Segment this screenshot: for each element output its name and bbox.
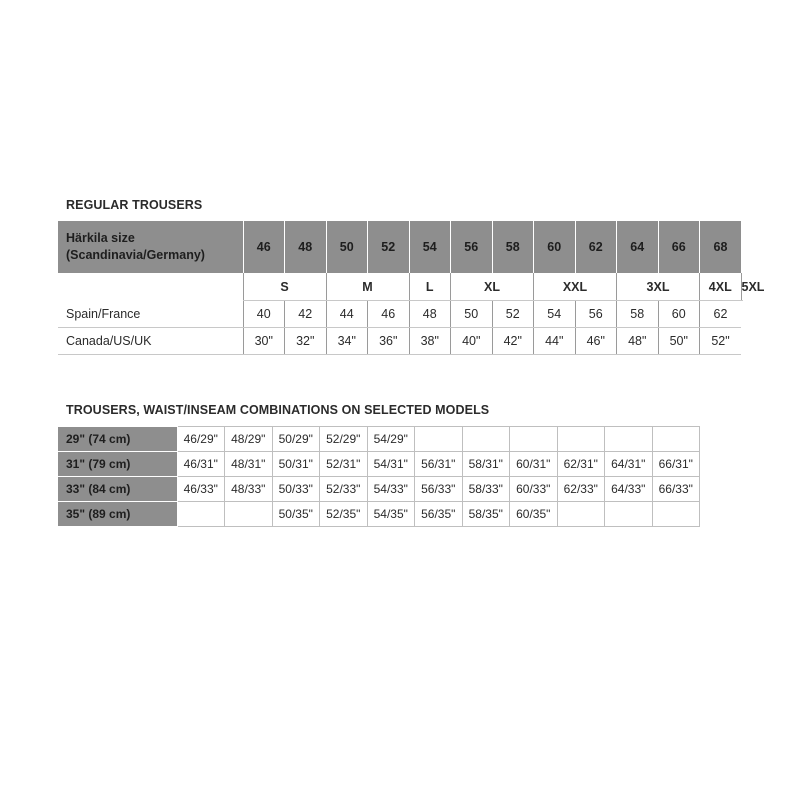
table-cell: 48" xyxy=(617,328,659,355)
table-cell: 34" xyxy=(326,328,368,355)
table-cell: 54/31" xyxy=(367,452,415,477)
table-cell: 48/29" xyxy=(225,427,273,452)
table-cell: 50 xyxy=(451,301,493,328)
letter-size-cell: XXL xyxy=(534,273,617,301)
size-header-cell: 68 xyxy=(700,221,742,273)
size-header-cell: 66 xyxy=(658,221,700,273)
table-cell: 60/35" xyxy=(510,502,558,527)
table-cell: 58 xyxy=(617,301,659,328)
table-cell xyxy=(510,427,558,452)
regular-trousers-table xyxy=(58,221,765,355)
letter-size-row xyxy=(58,273,742,301)
size-header-cell: 60 xyxy=(534,221,576,273)
regular-trousers-title: REGULAR TROUSERS xyxy=(66,198,203,212)
letter-size-cell: S xyxy=(243,273,326,301)
table-cell: 54/33" xyxy=(367,477,415,502)
table-cell: 64/31" xyxy=(605,452,653,477)
table-cell: 40" xyxy=(451,328,493,355)
table-cell: 58/31" xyxy=(462,452,510,477)
table-cell: 50/31" xyxy=(272,452,320,477)
table-row xyxy=(58,502,700,527)
letter-size-cell: 3XL xyxy=(617,273,700,301)
letter-size-cell: M xyxy=(326,273,409,301)
size-header-cell: 64 xyxy=(617,221,659,273)
inseam-label: 29" (74 cm) xyxy=(58,427,177,452)
table-cell: 50" xyxy=(658,328,700,355)
table-cell: 36" xyxy=(368,328,410,355)
inseam-label: 33" (84 cm) xyxy=(58,477,177,502)
size-header-cell: 62 xyxy=(575,221,617,273)
table-cell: 46" xyxy=(575,328,617,355)
table-cell: 58/35" xyxy=(462,502,510,527)
table-cell: 46/33" xyxy=(177,477,225,502)
table-cell xyxy=(557,502,605,527)
table-cell: 40 xyxy=(243,301,285,328)
table-cell: 66/33" xyxy=(652,477,700,502)
letter-size-cell: L xyxy=(409,273,451,301)
table-row xyxy=(58,452,700,477)
letter-size-cell: 4XL xyxy=(700,273,742,301)
table-cell: 46/31" xyxy=(177,452,225,477)
size-header-cell: 56 xyxy=(451,221,493,273)
table-cell xyxy=(557,427,605,452)
table-cell xyxy=(605,502,653,527)
table-cell xyxy=(652,427,700,452)
table-cell: 64/33" xyxy=(605,477,653,502)
table-cell: 52/33" xyxy=(320,477,368,502)
table-cell: 52 xyxy=(492,301,534,328)
inseam-label: 35" (89 cm) xyxy=(58,502,177,527)
table-cell: 54/35" xyxy=(367,502,415,527)
table-cell: 32" xyxy=(285,328,327,355)
table-cell: 62 xyxy=(700,301,742,328)
size-header-cell: 46 xyxy=(243,221,285,273)
table-cell: 52/31" xyxy=(320,452,368,477)
inseam-label: 31" (79 cm) xyxy=(58,452,177,477)
table-cell: 52" xyxy=(700,328,742,355)
row-label: Canada/US/UK xyxy=(58,328,243,355)
table-cell: 50/33" xyxy=(272,477,320,502)
table-cell xyxy=(652,502,700,527)
table-cell: 58/33" xyxy=(462,477,510,502)
size-header-cell: 50 xyxy=(326,221,368,273)
table-cell: 42" xyxy=(492,328,534,355)
table-cell xyxy=(177,502,225,527)
harkila-size-label-line1: Härkila size xyxy=(66,231,135,245)
table-cell: 60/33" xyxy=(510,477,558,502)
table-row xyxy=(58,328,742,355)
size-header-cell: 52 xyxy=(368,221,410,273)
letter-size-label-cell xyxy=(58,273,243,301)
size-header-cell: 58 xyxy=(492,221,534,273)
table-cell xyxy=(415,427,463,452)
table-cell xyxy=(225,502,273,527)
waist-inseam-table xyxy=(58,426,700,527)
table-cell: 60 xyxy=(658,301,700,328)
table-cell: 56/35" xyxy=(415,502,463,527)
size-header-cell: 48 xyxy=(285,221,327,273)
table-cell: 48/33" xyxy=(225,477,273,502)
table-cell: 30" xyxy=(243,328,285,355)
table-cell: 52/35" xyxy=(320,502,368,527)
table-row xyxy=(58,301,742,328)
table-cell xyxy=(462,427,510,452)
table-cell: 44" xyxy=(534,328,576,355)
header-row xyxy=(58,221,742,273)
table-cell: 66/31" xyxy=(652,452,700,477)
table-cell: 44 xyxy=(326,301,368,328)
letter-size-cell: 5XL xyxy=(741,273,742,301)
table-cell: 38" xyxy=(409,328,451,355)
table-cell xyxy=(605,427,653,452)
table-cell: 56/33" xyxy=(415,477,463,502)
table-cell: 46/29" xyxy=(177,427,225,452)
table-cell: 54/29" xyxy=(367,427,415,452)
table-cell: 46 xyxy=(368,301,410,328)
waist-inseam-title: TROUSERS, WAIST/INSEAM COMBINATIONS ON SELECTED MODELS xyxy=(66,403,490,417)
table-cell: 48/31" xyxy=(225,452,273,477)
harkila-size-label xyxy=(58,221,243,273)
table-cell: 60/31" xyxy=(510,452,558,477)
letter-size-cell: XL xyxy=(451,273,534,301)
table-cell: 62/31" xyxy=(557,452,605,477)
table-cell: 50/35" xyxy=(272,502,320,527)
table-cell: 48 xyxy=(409,301,451,328)
table-cell: 54 xyxy=(534,301,576,328)
table-cell: 56/31" xyxy=(415,452,463,477)
harkila-size-label-line2: (Scandinavia/Germany) xyxy=(66,248,205,262)
table-row xyxy=(58,477,700,502)
table-cell: 52/29" xyxy=(320,427,368,452)
size-header-cell: 54 xyxy=(409,221,451,273)
row-label: Spain/France xyxy=(58,301,243,328)
table-cell: 42 xyxy=(285,301,327,328)
table-cell: 56 xyxy=(575,301,617,328)
table-cell: 50/29" xyxy=(272,427,320,452)
table-cell: 62/33" xyxy=(557,477,605,502)
table-row xyxy=(58,427,700,452)
